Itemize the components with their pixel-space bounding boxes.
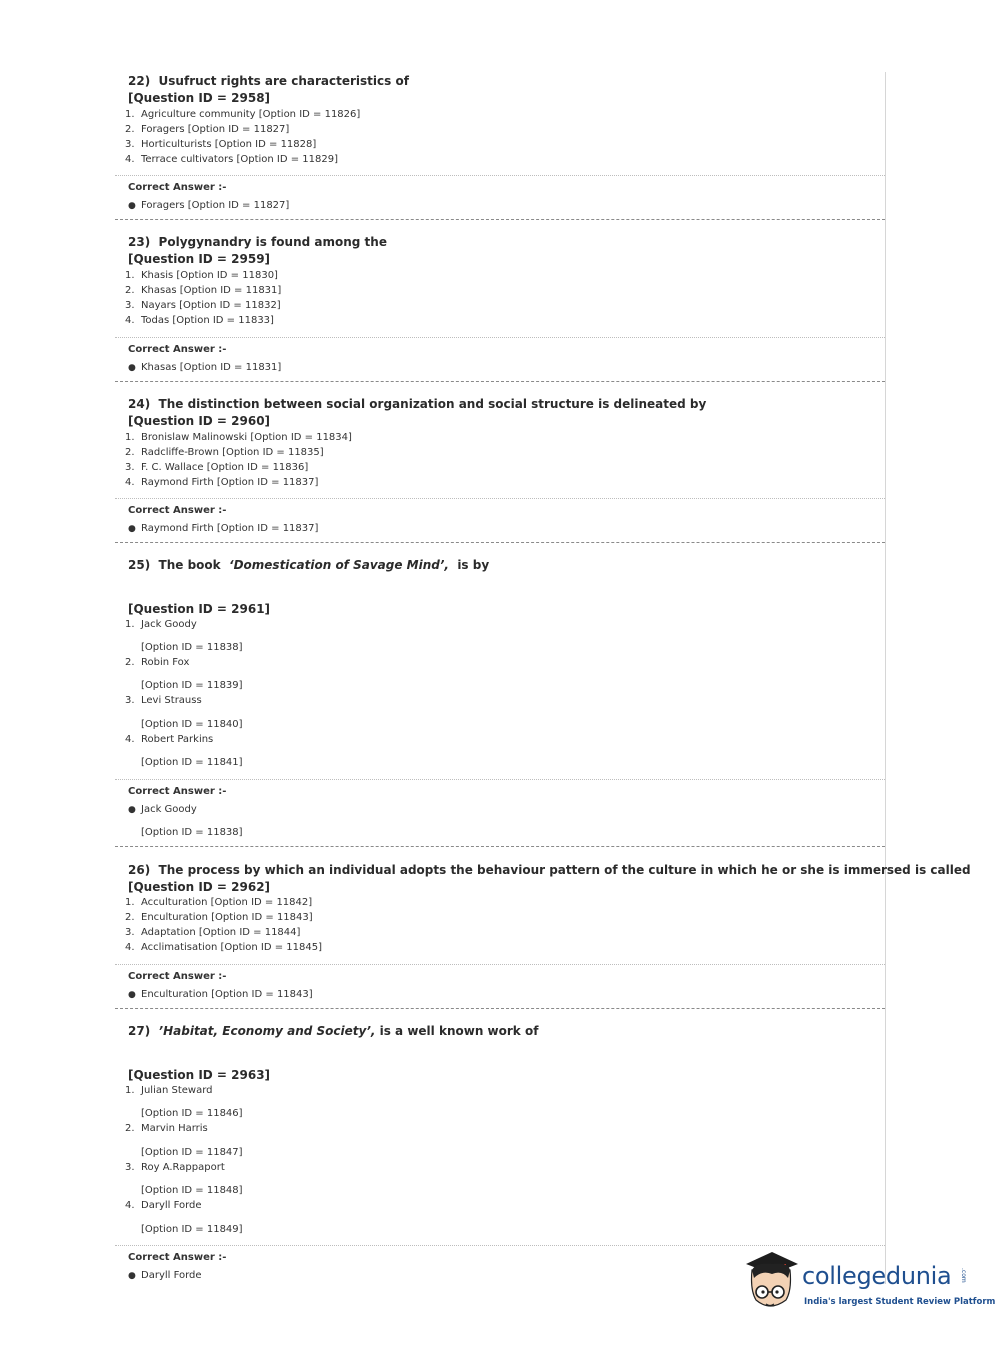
question-27-answer: ● Daryll Forde bbox=[128, 1270, 202, 1281]
brand-tagline: India's largest Student Review Platform bbox=[804, 1297, 996, 1307]
question-25-option-1: 1. Jack Goody bbox=[125, 619, 197, 630]
question-26-option-1: 1. Acculturation [Option ID = 11842] bbox=[125, 897, 313, 908]
question-26-answer: ● Enculturation [Option ID = 11843] bbox=[128, 989, 313, 1000]
question-24-option-4: 4. Raymond Firth [Option ID = 11837] bbox=[125, 477, 319, 488]
question-22-text: 22) Usufruct rights are characteristics of bbox=[128, 74, 409, 88]
question-24-option-1: 1. Bronislaw Malinowski [Option ID = 11834] bbox=[125, 432, 352, 443]
divider bbox=[115, 1245, 885, 1246]
question-27-text: 27) ’Habitat, Economy and Society’, is a well known work of bbox=[128, 1024, 539, 1038]
question-26-option-2: 2. Enculturation [Option ID = 11843] bbox=[125, 912, 313, 923]
question-22-option-2: 2. Foragers [Option ID = 11827] bbox=[125, 124, 290, 135]
divider bbox=[115, 337, 885, 338]
question-27-option-1-id: [Option ID = 11846] bbox=[141, 1108, 243, 1119]
mascot-icon bbox=[742, 1250, 800, 1316]
question-25-option-3: 3. Levi Strauss bbox=[125, 695, 202, 706]
question-24-option-3: 3. F. C. Wallace [Option ID = 11836] bbox=[125, 462, 309, 473]
correct-answer-label: Correct Answer :- bbox=[128, 786, 227, 797]
question-23-id: [Question ID = 2959] bbox=[128, 252, 271, 266]
question-24-id: [Question ID = 2960] bbox=[128, 414, 271, 428]
question-24-text: 24) The distinction between social organization and social structure is delineated by bbox=[128, 397, 707, 411]
question-27-option-4: 4. Daryll Forde bbox=[125, 1200, 202, 1211]
question-23-answer: ● Khasas [Option ID = 11831] bbox=[128, 362, 282, 373]
divider bbox=[115, 964, 885, 965]
question-25-option-4: 4. Robert Parkins bbox=[125, 734, 214, 745]
question-22-option-4: 4. Terrace cultivators [Option ID = 11829] bbox=[125, 154, 339, 165]
question-25-answer: ● Jack Goody bbox=[128, 804, 197, 815]
question-25-option-1-id: [Option ID = 11838] bbox=[141, 642, 243, 653]
question-25-option-3-id: [Option ID = 11840] bbox=[141, 719, 243, 730]
correct-answer-label: Correct Answer :- bbox=[128, 344, 227, 355]
divider bbox=[115, 175, 885, 176]
question-25-option-4-id: [Option ID = 11841] bbox=[141, 757, 243, 768]
question-separator bbox=[115, 1008, 885, 1009]
question-22-answer: ● Foragers [Option ID = 11827] bbox=[128, 200, 290, 211]
question-27-option-3: 3. Roy A.Rappaport bbox=[125, 1162, 225, 1173]
correct-answer-label: Correct Answer :- bbox=[128, 505, 227, 516]
question-27-id: [Question ID = 2963] bbox=[128, 1068, 271, 1082]
question-23-option-1: 1. Khasis [Option ID = 11830] bbox=[125, 270, 278, 281]
question-27-option-4-id: [Option ID = 11849] bbox=[141, 1224, 243, 1235]
brand-name: collegedunia bbox=[802, 1262, 952, 1290]
question-24-answer: ● Raymond Firth [Option ID = 11837] bbox=[128, 523, 319, 534]
question-26-option-3: 3. Adaptation [Option ID = 11844] bbox=[125, 927, 301, 938]
question-26-option-4: 4. Acclimatisation [Option ID = 11845] bbox=[125, 942, 323, 953]
divider bbox=[115, 498, 885, 499]
question-25-option-2-id: [Option ID = 11839] bbox=[141, 680, 243, 691]
question-24-option-2: 2. Radcliffe-Brown [Option ID = 11835] bbox=[125, 447, 324, 458]
question-separator bbox=[115, 381, 885, 382]
question-22-option-3: 3. Horticulturists [Option ID = 11828] bbox=[125, 139, 317, 150]
question-23-option-2: 2. Khasas [Option ID = 11831] bbox=[125, 285, 282, 296]
question-25-id: [Question ID = 2961] bbox=[128, 602, 271, 616]
question-27-option-3-id: [Option ID = 11848] bbox=[141, 1185, 243, 1196]
question-26-id: [Question ID = 2962] bbox=[128, 880, 271, 894]
correct-answer-label: Correct Answer :- bbox=[128, 182, 227, 193]
question-separator bbox=[115, 219, 885, 220]
question-27-option-2: 2. Marvin Harris bbox=[125, 1123, 208, 1134]
question-26-text: 26) The process by which an individual adopts the behaviour pattern of the culture in which he or she is immersed is called bbox=[128, 863, 971, 877]
question-23-text: 23) Polygynandry is found among the bbox=[128, 235, 387, 249]
collegedunia-logo bbox=[742, 1250, 996, 1316]
brand-suffix: .com bbox=[960, 1268, 967, 1283]
question-25-text: 25) The book ‘Domestication of Savage Mind’, is by bbox=[128, 558, 490, 572]
question-27-option-2-id: [Option ID = 11847] bbox=[141, 1147, 243, 1158]
question-23-option-3: 3. Nayars [Option ID = 11832] bbox=[125, 300, 281, 311]
question-23-option-4: 4. Todas [Option ID = 11833] bbox=[125, 315, 274, 326]
question-separator bbox=[115, 846, 885, 847]
question-27-option-1: 1. Julian Steward bbox=[125, 1085, 213, 1096]
question-25-option-2: 2. Robin Fox bbox=[125, 657, 190, 668]
question-separator bbox=[115, 542, 885, 543]
correct-answer-label: Correct Answer :- bbox=[128, 1252, 227, 1263]
question-22-id: [Question ID = 2958] bbox=[128, 91, 271, 105]
correct-answer-label: Correct Answer :- bbox=[128, 971, 227, 982]
question-22-option-1: 1. Agriculture community [Option ID = 11826] bbox=[125, 109, 361, 120]
divider bbox=[115, 779, 885, 780]
question-25-answer-id: [Option ID = 11838] bbox=[141, 827, 243, 838]
